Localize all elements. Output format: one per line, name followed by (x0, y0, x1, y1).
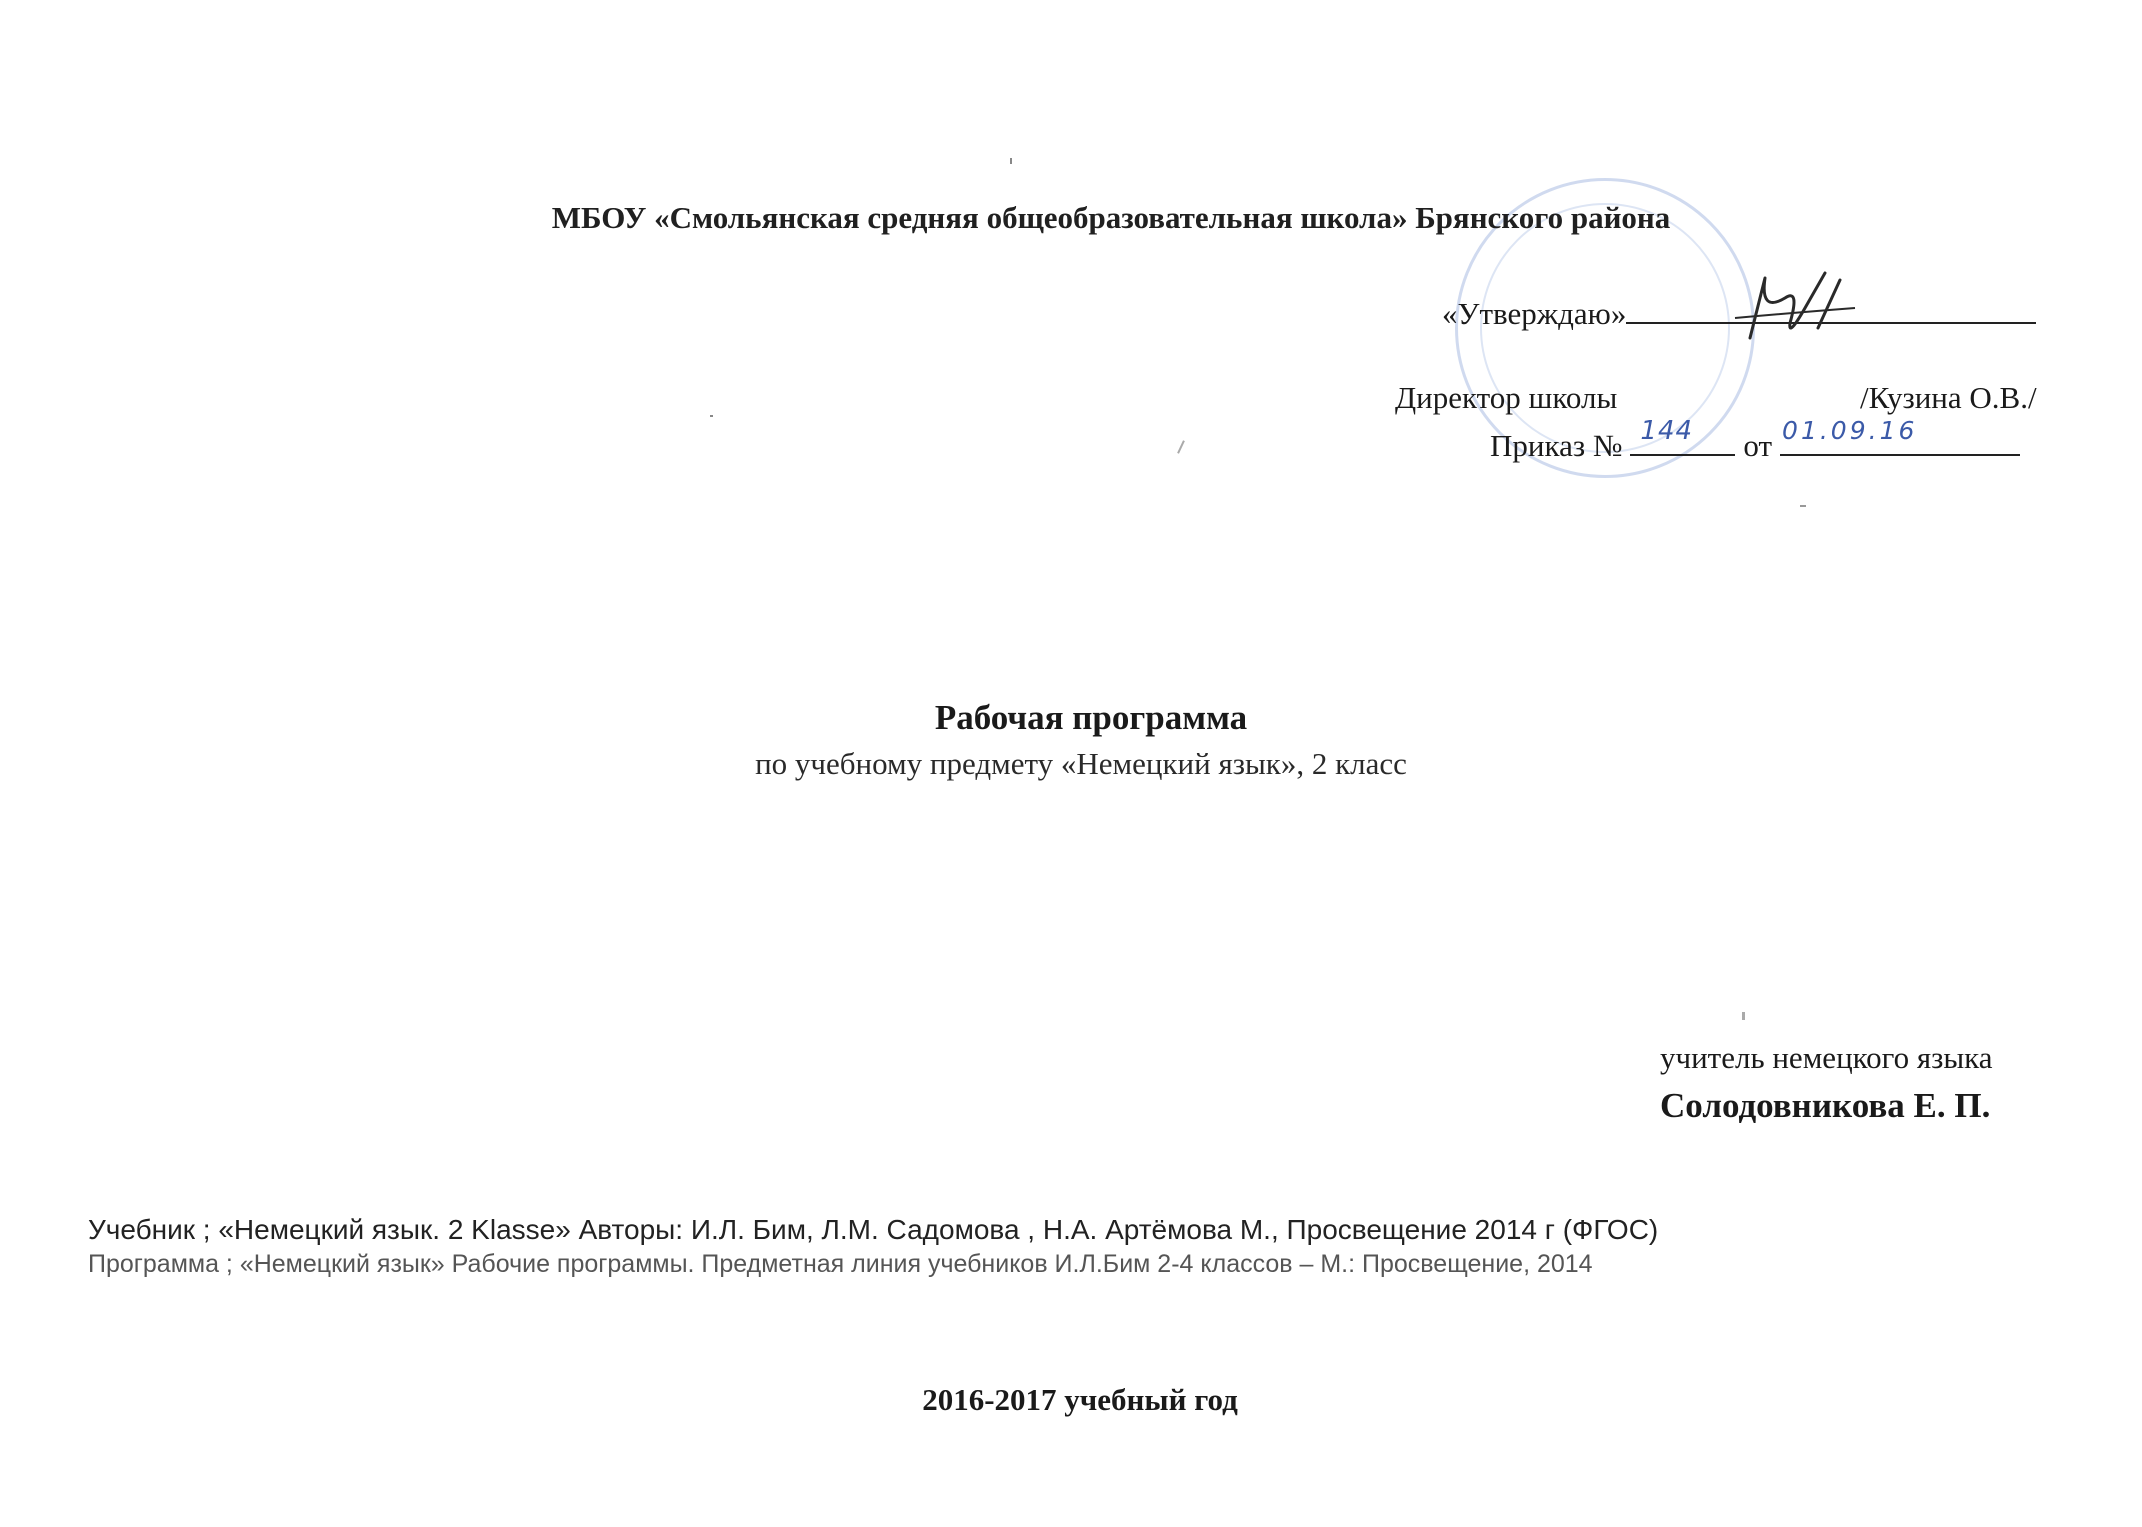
academic-year: 2016-2017 учебный год (922, 1382, 1238, 1417)
order-number-field (1630, 416, 1735, 456)
scan-speck (1800, 505, 1806, 507)
order-line (1490, 416, 2020, 464)
director-name: /Кузина О.В./ (1860, 380, 2037, 415)
order-date-field (1780, 416, 2020, 456)
teacher-role: учитель немецкого языка (1660, 1040, 1993, 1075)
scan-speck (1742, 1012, 1745, 1020)
school-name: МБОУ «Смольянская средняя общеобразовательная школа» Брянского района (551, 200, 1671, 235)
approve-label: «Утверждаю» (1442, 296, 1627, 331)
document-title: Рабочая программа (934, 698, 1248, 737)
program-info: Программа ; «Немецкий язык» Рабочие программы. Предметная линия учебников И.Л.Бим 2-4 классов – М.: Просвещение, 2014 (88, 1250, 1593, 1278)
order-date: 01.09.16 (1782, 416, 1918, 445)
document-subtitle: по учебному предмету «Немецкий язык», 2 класс (755, 746, 1407, 781)
scan-speck (1010, 158, 1012, 164)
director-signature (1730, 268, 1860, 348)
scan-speck (710, 415, 713, 417)
scan-speck (1177, 440, 1185, 454)
order-number: 144 (1640, 416, 1694, 446)
textbook-info: Учебник ; «Немецкий язык. 2 Klasse» Авторы: И.Л. Бим, Л.М. Садомова , Н.А. Артёмова М., Просвещение 2014 г (ФГОС) (88, 1214, 1659, 1245)
teacher-name: Солодовникова Е. П. (1660, 1086, 1991, 1125)
order-label: Приказ № (1490, 428, 1623, 463)
date-label: от (1743, 428, 1773, 463)
director-label: Директор школы (1395, 380, 1618, 415)
